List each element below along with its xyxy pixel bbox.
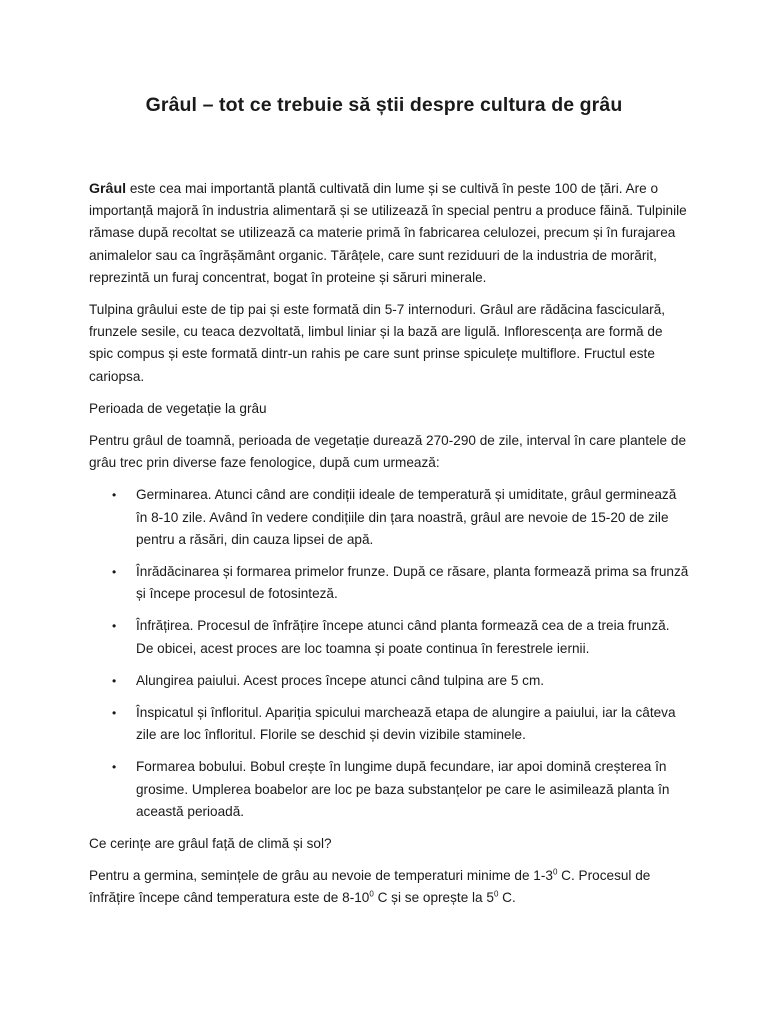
page-title: Grâul – tot ce trebuie să știi despre cultura de grâu [145, 94, 623, 116]
intro-lead-word: Grâul [89, 181, 127, 197]
list-item-text: Înfrățirea. Procesul de înfrățire începe atunci când planta formează cea de a treia frunză. De obicei, acest proces are loc toamna și poate continua în ferestrele iernii. [136, 618, 670, 656]
list-item [89, 756, 689, 823]
list-item [89, 484, 689, 551]
list-item [89, 702, 689, 746]
list-item-text: Înrădăcinarea și formarea primelor frunze. După ce răsare, planta formează prima sa frunză și începe procesul de fotosinteză. [136, 564, 689, 602]
list-item [89, 615, 689, 659]
climate-paragraph [89, 865, 689, 909]
vegetation-paragraph: Pentru grâul de toamnă, perioada de vegetație durează 270-290 de zile, interval în care plantele de grâu trec prin diverse faze fenologice, după cum urmează: [89, 433, 687, 471]
list-item [89, 670, 689, 692]
list-item-text: Alungirea paiului. Acest proces începe atunci când tulpina are 5 cm. [136, 672, 545, 688]
degree-superscript: 0 [552, 867, 558, 877]
bullet-icon: • [112, 619, 117, 634]
section-heading-climate: Ce cerințe are grâul față de climă și sol? [89, 836, 332, 852]
climate-text-part-1: Pentru a germina, semințele de grâu au nevoie de temperaturi minime de 1-3 [89, 868, 553, 884]
degree-superscript: 0 [493, 889, 499, 899]
list-item-text: Germinarea. Atunci când are condiții ideale de temperatură și umiditate, grâul germinează în 8-10 zile. Având în vedere condițiile din țara noastră, grâul are nevoie de 15-20 de zile pentru a răsări, din cauza lipsei de apă. [136, 487, 677, 547]
bullet-icon: • [112, 760, 117, 775]
intro-paragraph [89, 178, 689, 289]
document-body [89, 178, 689, 920]
climate-text-part-2: C. Procesul de înfrățire începe când temperatura este de 8-10 [89, 868, 651, 906]
degree-superscript: 0 [369, 889, 374, 899]
section-heading-vegetation: Perioada de vegetație la grâu [89, 400, 267, 416]
list-item [89, 561, 689, 605]
stem-paragraph: Tulpina grâului este de tip pai și este formată din 5-7 internoduri. Grâul are rădăcina fasciculară, frunzele sesile, cu teaca dezvoltată, limbul liniar și la bază are ligulă. Inflorescența are formă de spic compus și este formată dintr-un rahis pe care sunt prinse spiculețe multiflore. Fructul este cariopsa. [89, 302, 666, 384]
bullet-icon: • [112, 488, 117, 503]
phases-list [89, 484, 689, 823]
intro-text: este cea mai importantă plantă cultivată din lume și se cultivă în peste 100 de țări. Are o importanță majoră în industria alimentară și se utilizează în special pentru a produce făină. Tulpinile rămase după recoltat se utilizează ca materie primă în fabricarea celulozei, precum și în furajarea animalelor sau ca îngrășământ organic. Tărâțele, care sunt reziduuri de la industria de morărit, reprezintă un furaj concentrat, bogat în proteine și săruri minerale. [89, 181, 687, 285]
bullet-icon: • [112, 706, 117, 721]
bullet-icon: • [112, 565, 117, 580]
list-item-text: Formarea bobului. Bobul crește în lungime după fecundare, iar apoi domină creșterea în grosime. Umplerea boabelor are loc pe baza substanțelor pe care le asimilează planta în această perioadă. [136, 759, 670, 819]
climate-text-part-4: C. [498, 890, 516, 906]
climate-text-part-3: C și se oprește la 5 [373, 890, 494, 906]
bullet-icon: • [112, 673, 117, 688]
list-item-text: Înspicatul și înfloritul. Apariția spicului marchează etapa de alungire a paiului, iar la câteva zile are loc înfloritul. Florile se deschid și devin vizibile staminele. [136, 705, 676, 743]
